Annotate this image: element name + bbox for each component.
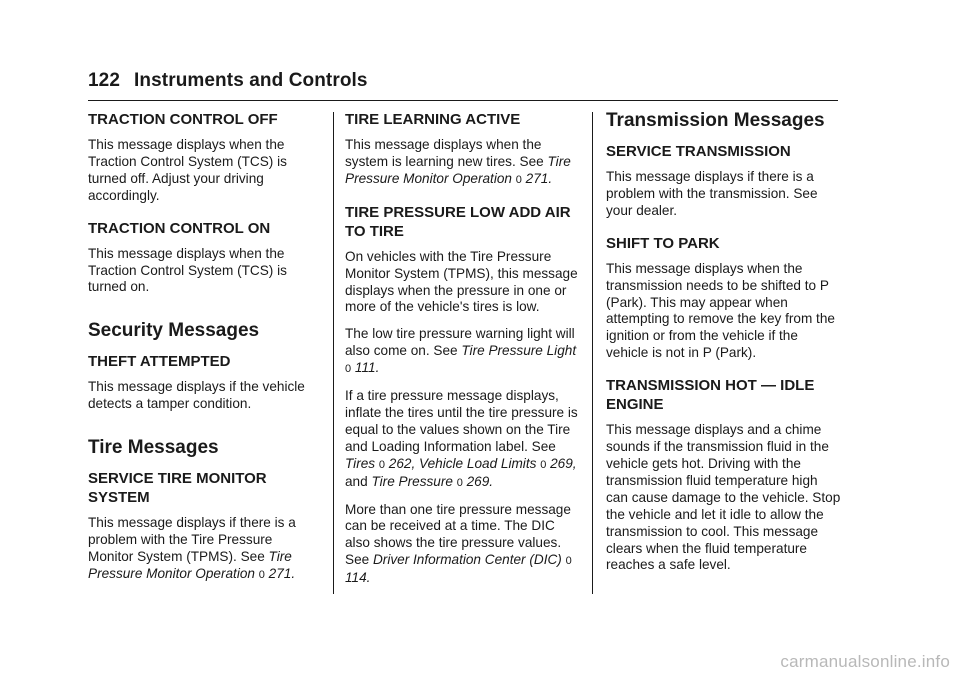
xref-page[interactable]: 114. [345,570,371,586]
xref-page[interactable]: 111. [354,360,380,376]
section-title-shift-to-park: SHIFT TO PARK [606,234,720,252]
section-title-learning: TIRE LEARNING ACTIVE [345,111,521,128]
xref-tire-pressure-light[interactable]: Tire Pressure Light [461,343,577,359]
xref-tires[interactable]: Tires [345,455,376,471]
page-ref-icon: 0 [456,476,463,489]
low-pressure-p1: On vehicles with the Tire Pressure Monitor System (TPMS), this message displays when the pressure in one or more of the vehicle's tires is low. [345,248,578,315]
section-title-traction-off: TRACTION CONTROL OFF [88,111,278,128]
xref-page[interactable]: 269, [550,455,577,471]
section-body-traction-off: This message displays when the Traction Control System (TCS) is turned off. Adjust your driving accordingly. [88,137,287,203]
body-text: More than one tire pressure message can be received at a time. The DIC also shows the tire pressure values. See [345,501,571,568]
page-ref-icon: 0 [515,173,522,186]
xref-tire-pressure[interactable]: Tire Pressure [371,473,453,489]
section-body-service-transmission: This message displays if there is a problem with the transmission. See your dealer. [606,169,818,218]
xref-dic[interactable]: Driver Information Center (DIC) [372,552,562,568]
page-ref-icon: 0 [540,458,547,471]
column-divider-2 [592,112,593,594]
body-text: and [345,473,368,489]
heading-tire-messages: Tire Messages [88,437,219,459]
section-title-transmission-hot: TRANSMISSION HOT — IDLE ENGINE [606,377,815,414]
page-ref-icon: 0 [378,458,385,471]
xref-page[interactable]: 271. [525,170,553,186]
section-title-theft: THEFT ATTEMPTED [88,353,231,371]
low-pressure-p4 [345,502,580,588]
page-ref-icon: 0 [565,555,572,568]
heading-transmission-messages: Transmission Messages [606,110,825,131]
column-1 [88,110,320,594]
xref-page[interactable]: 262, [388,455,416,471]
page-ref-icon: 0 [258,568,265,581]
section-body-service-tire [88,515,320,584]
xref-page[interactable]: 271. [268,565,296,581]
column-2 [345,110,580,597]
section-body-theft: This message displays if the vehicle detects a tamper condition. [88,379,305,412]
section-title-low-pressure: TIRE PRESSURE LOW ADD AIR TO TIRE [345,203,571,240]
header-rule [88,100,838,101]
column-divider-1 [333,112,334,594]
xref-tpms-operation[interactable]: Tire Pressure Monitor Operation [345,153,571,186]
xref-page[interactable]: 269. [466,473,494,489]
section-title-service-tire: SERVICE TIRE MONITOR SYSTEM [88,470,267,507]
column-3 [606,110,842,584]
body-text: The low tire pressure warning light will also come on. See [345,326,575,359]
page-header [88,70,368,92]
section-title-traction-on: TRACTION CONTROL ON [88,219,271,237]
body-text: This message displays if there is a problem with the Tire Pressure Monitor System (TPMS). See [88,515,296,564]
page-ref-icon: 0 [345,363,352,376]
xref-vehicle-load-limits[interactable]: Vehicle Load Limits [419,455,537,471]
section-body-learning [345,137,580,189]
heading-security-messages: Security Messages [88,320,260,342]
body-text: This message displays when the system is learning new tires. See [345,137,544,169]
xref-tpms-operation[interactable]: Tire Pressure Monitor Operation [88,548,292,581]
low-pressure-p2 [345,326,580,378]
page-title: Instruments and Controls [134,70,368,91]
page-number: 122 [88,70,121,91]
low-pressure-p3 [345,388,580,491]
body-text: If a tire pressure message displays, inflate the tires until the tire pressure is equal to the values shown on the Tire and Loading Information label. See [345,388,578,454]
section-body-traction-on: This message displays when the Traction Control System (TCS) is turned on. [88,245,287,295]
section-body-shift-to-park: This message displays when the transmission needs to be shifted to P (Park). This may appear when attempting to remove the key from the ignition or from the vehicle if the vehicle is not in P (Park). [606,260,835,361]
section-body-transmission-hot: This message displays and a chime sounds if the transmission fluid in the vehicle gets hot. Driving with the transmission fluid temperature high can cause damage to the vehicle. Stop the vehicle and let it idle to allow the transmission to cool. This message clears when the fluid temperature reaches a safe level. [606,422,841,573]
section-title-service-transmission: SERVICE TRANSMISSION [606,143,791,160]
watermark: carmanualsonline.info [780,652,950,671]
